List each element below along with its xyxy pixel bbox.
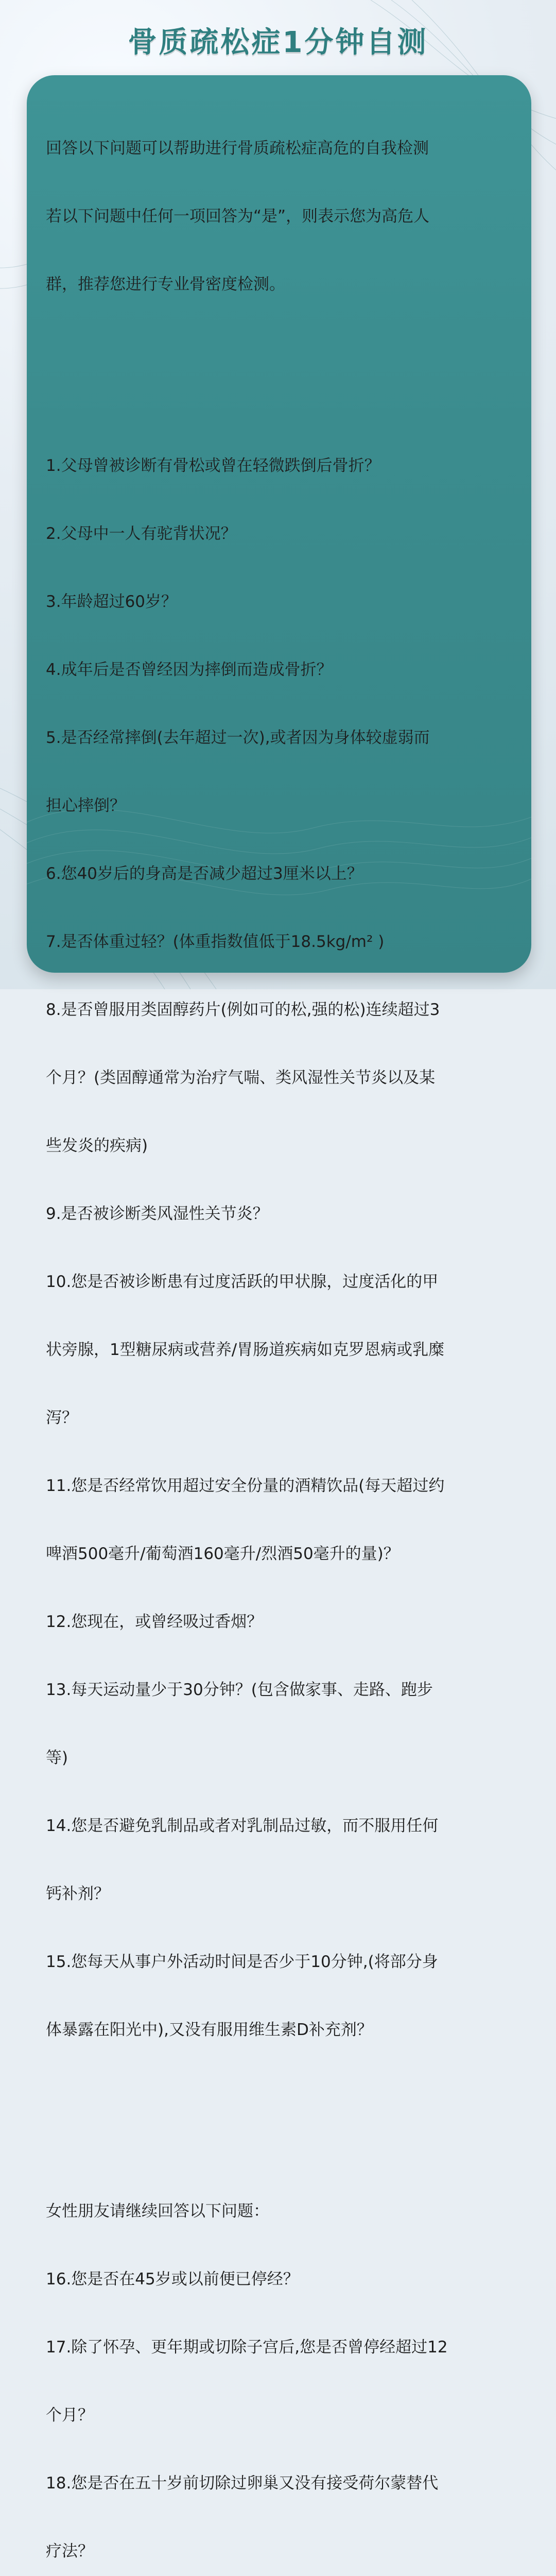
section-spacer [46, 2109, 514, 2132]
female-question-line: 16.您是否在45岁或以前便已停经？ [46, 2270, 299, 2289]
question-line: 13.每天运动量少于30分钟？(包含做家事、走路、跑步 [46, 1681, 433, 1699]
question-line: 12.您现在，或曾经吸过香烟？ [46, 1613, 263, 1631]
question-line: 担心摔倒？ [46, 796, 126, 815]
question-line: 些发炎的疾病) [46, 1137, 148, 1155]
question-line: 2.父母中一人有驼背状况？ [46, 524, 237, 543]
question-line: 7.是否体重过轻？(体重指数值低于18.5kg/m² ) [46, 933, 385, 951]
question-line: 6.您40岁后的身高是否减少超过3厘米以上？ [46, 865, 363, 883]
question-line: 10.您是否被诊断患有过度活跃的甲状腺，过度活化的甲 [46, 1273, 439, 1291]
question-line: 1.父母曾被诊断有骨松或曾在轻微跌倒后骨折？ [46, 456, 380, 475]
question-line: 5.是否经常摔倒(去年超过一次),或者因为身体较虚弱而 [46, 728, 430, 747]
question-line: 9.是否被诊断类风湿性关节炎？ [46, 1205, 269, 1223]
question-line: 个月？(类固醇通常为治疗气喘、类风湿性关节炎以及某 [46, 1069, 436, 1087]
question-line: 11.您是否经常饮用超过安全份量的酒精饮品(每天超过约 [46, 1477, 445, 1495]
question-line: 8.是否曾服用类固醇药片(例如可的松,强的松)连续超过3 [46, 1001, 440, 1019]
question-line: 泻？ [46, 1409, 78, 1427]
quiz-card [27, 75, 531, 2561]
question-line: 啤酒500毫升/葡萄酒160毫升/烈酒50毫升的量)？ [46, 1545, 399, 1563]
intro-line-2: 若以下问题中任何一项回答为“是”，则表示您为高危人 [46, 207, 430, 226]
female-question-line: 17.除了怀孕、更年期或切除子宫后,您是否曾停经超过12 [46, 2338, 448, 2357]
question-line: 等) [46, 1749, 68, 1767]
female-section-title: 女性朋友请继续回答以下问题： [46, 2202, 269, 2221]
female-question-line: 18.您是否在五十岁前切除过卵巢又没有接受荷尔蒙替代 [46, 2474, 439, 2493]
intro-line-3: 群，推荐您进行专业骨密度检测。 [46, 275, 285, 294]
page-title: 骨质疏松症1分钟自测 [128, 26, 428, 59]
question-line: 3.年龄超过60岁？ [46, 592, 178, 611]
female-question-line: 个月？ [46, 2406, 94, 2425]
female-question-line: 疗法？ [46, 2542, 94, 2561]
intro-line-1: 回答以下问题可以帮助进行骨质疏松症高危的自我检测 [46, 139, 429, 158]
question-line: 钙补剂？ [46, 1885, 110, 1903]
question-line: 4.成年后是否曾经因为摔倒而造成骨折？ [46, 660, 333, 679]
question-line: 14.您是否避免乳制品或者对乳制品过敏，而不服用任何 [46, 1817, 439, 1835]
section-spacer [46, 364, 514, 386]
question-line: 15.您每天从事户外活动时间是否少于10分钟,(将部分身 [46, 1953, 438, 1971]
question-line: 体暴露在阳光中),又没有服用维生素D补充剂？ [46, 2021, 373, 2039]
quiz-content [46, 92, 514, 2576]
question-line: 状旁腺，1型糖尿病或营养/胃肠道疾病如克罗恩病或乳糜 [46, 1341, 445, 1359]
